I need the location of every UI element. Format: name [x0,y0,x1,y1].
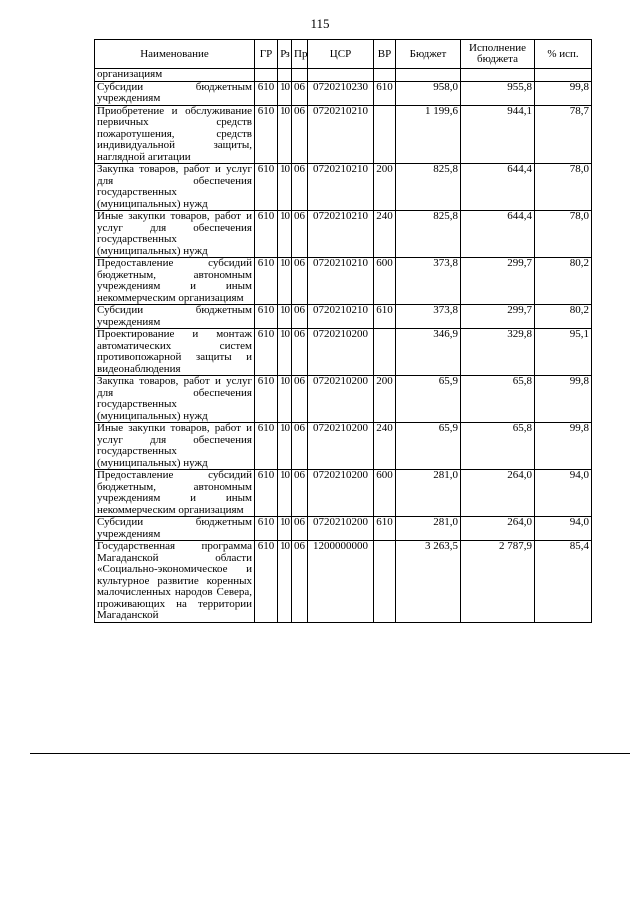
header-execution: Исполнение бюджета [461,40,535,69]
cell-pct: 95,1 [535,329,592,376]
table-row [95,211,592,258]
cell-budget: 825,8 [396,211,461,258]
cell-execution: 944,1 [461,105,535,164]
cell-execution: 644,4 [461,164,535,211]
table-row [95,164,592,211]
cell-gr: 610 [255,305,278,329]
cell-budget: 825,8 [396,164,461,211]
cell-execution: 65,8 [461,376,535,423]
cell-vr: 240 [374,423,396,470]
header-rz: Рз [278,40,292,69]
cell-budget: 3 263,5 [396,541,461,623]
cell-gr: 610 [255,211,278,258]
cell-pr: 06 [292,541,308,623]
cell-pr: 06 [292,470,308,517]
cell-csr: 0720210210 [308,305,374,329]
cell-csr: 1200000000 [308,541,374,623]
cell-execution [461,69,535,82]
cell-budget: 373,8 [396,305,461,329]
cell-name: Предоставление субсидий бюджетным, автономным учреждениям и иным некоммерческим организациям [95,258,255,305]
cell-vr [374,329,396,376]
cell-name: Субсидии бюджетным учреждениям [95,305,255,329]
cell-pct: 80,2 [535,258,592,305]
cell-vr: 600 [374,470,396,517]
table-row [95,258,592,305]
cell-csr: 0720210200 [308,423,374,470]
cell-name: Государственная программа Магаданской области «Социально-экономическое и культурное развитие коренных малочисленных народов Севера, проживающих на территории Магаданской [95,541,255,623]
cell-pct: 94,0 [535,470,592,517]
cell-name: Приобретение и обслуживание первичных средств пожаротушения, средств индивидуальной защиты, наглядной агитации [95,105,255,164]
cell-csr: 0720210230 [308,81,374,105]
cell-name: Иные закупки товаров, работ и услуг для обеспечения государственных (муниципальных) нужд [95,423,255,470]
cell-budget: 346,9 [396,329,461,376]
cell-pct: 99,8 [535,376,592,423]
table-row [95,517,592,541]
cell-vr: 240 [374,211,396,258]
budget-execution-table [94,39,592,623]
cell-pr: 06 [292,258,308,305]
cell-execution: 264,0 [461,470,535,517]
cell-name: Закупка товаров, работ и услуг для обеспечения государственных (муниципальных) нужд [95,164,255,211]
cell-vr [374,105,396,164]
cell-budget: 958,0 [396,81,461,105]
cell-rz: 10 [278,164,292,211]
cell-gr: 610 [255,164,278,211]
cell-pr: 06 [292,376,308,423]
cell-csr: 0720210200 [308,329,374,376]
cell-csr: 0720210210 [308,258,374,305]
cell-vr: 600 [374,258,396,305]
cell-csr: 0720210200 [308,470,374,517]
cell-pr: 06 [292,305,308,329]
cell-vr: 200 [374,376,396,423]
cell-rz: 10 [278,517,292,541]
cell-pr: 06 [292,164,308,211]
cell-pct: 99,8 [535,423,592,470]
cell-execution: 644,4 [461,211,535,258]
cell-rz: 10 [278,423,292,470]
cell-gr: 610 [255,105,278,164]
cell-gr: 610 [255,541,278,623]
header-csr: ЦСР [308,40,374,69]
cell-budget: 65,9 [396,423,461,470]
cell-pct: 94,0 [535,517,592,541]
cell-csr: 0720210210 [308,164,374,211]
cell-name: Субсидии бюджетным учреждениям [95,81,255,105]
cell-execution: 299,7 [461,258,535,305]
cell-name: Предоставление субсидий бюджетным, автономным учреждениям и иным некоммерческим организациям [95,470,255,517]
footer-divider [30,753,630,754]
cell-budget [396,69,461,82]
header-vr: ВР [374,40,396,69]
cell-name: организациям [95,69,255,82]
header-pr: Пр [292,40,308,69]
cell-execution: 2 787,9 [461,541,535,623]
cell-csr: 0720210200 [308,517,374,541]
cell-execution: 299,7 [461,305,535,329]
cell-rz: 10 [278,541,292,623]
cell-budget: 65,9 [396,376,461,423]
cell-vr: 610 [374,81,396,105]
cell-budget: 373,8 [396,258,461,305]
cell-pct [535,69,592,82]
cell-csr: 0720210210 [308,105,374,164]
cell-gr: 610 [255,258,278,305]
cell-pr [292,69,308,82]
cell-pct: 80,2 [535,305,592,329]
cell-name: Субсидии бюджетным учреждениям [95,517,255,541]
cell-vr: 610 [374,305,396,329]
cell-rz: 10 [278,105,292,164]
table-row [95,541,592,623]
page-number: 115 [310,16,330,31]
table-row [95,81,592,105]
cell-pr: 06 [292,329,308,376]
cell-name: Закупка товаров, работ и услуг для обеспечения государственных (муниципальных) нужд [95,376,255,423]
cell-execution: 329,8 [461,329,535,376]
cell-gr [255,69,278,82]
cell-pct: 85,4 [535,541,592,623]
cell-gr: 610 [255,423,278,470]
cell-budget: 281,0 [396,517,461,541]
cell-vr [374,541,396,623]
cell-gr: 610 [255,81,278,105]
cell-rz: 10 [278,258,292,305]
cell-pr: 06 [292,423,308,470]
cell-budget: 1 199,6 [396,105,461,164]
cell-csr [308,69,374,82]
table-row [95,470,592,517]
cell-pct: 78,0 [535,164,592,211]
table-row [95,329,592,376]
cell-gr: 610 [255,329,278,376]
header-pct: % исп. [535,40,592,69]
cell-pr: 06 [292,105,308,164]
table-row [95,69,592,82]
cell-name: Иные закупки товаров, работ и услуг для обеспечения государственных (муниципальных) нужд [95,211,255,258]
cell-rz: 10 [278,81,292,105]
cell-csr: 0720210210 [308,211,374,258]
header-budget: Бюджет [396,40,461,69]
cell-vr: 200 [374,164,396,211]
cell-pr: 06 [292,211,308,258]
cell-pr: 06 [292,81,308,105]
cell-rz: 10 [278,470,292,517]
table-header-row [95,40,592,69]
cell-execution: 65,8 [461,423,535,470]
cell-gr: 610 [255,470,278,517]
header-gr: ГР [255,40,278,69]
cell-gr: 610 [255,517,278,541]
cell-pct: 99,8 [535,81,592,105]
cell-execution: 264,0 [461,517,535,541]
table-row [95,423,592,470]
cell-execution: 955,8 [461,81,535,105]
cell-rz [278,69,292,82]
table-row [95,376,592,423]
cell-budget: 281,0 [396,470,461,517]
cell-name: Проектирование и монтаж автоматических систем противопожарной защиты и видеонаблюдения [95,329,255,376]
cell-vr: 610 [374,517,396,541]
cell-pct: 78,7 [535,105,592,164]
table-row [95,105,592,164]
header-name: Наименование [95,40,255,69]
cell-pr: 06 [292,517,308,541]
cell-rz: 10 [278,376,292,423]
cell-gr: 610 [255,376,278,423]
cell-csr: 0720210200 [308,376,374,423]
cell-rz: 10 [278,329,292,376]
cell-rz: 10 [278,211,292,258]
cell-rz: 10 [278,305,292,329]
cell-pct: 78,0 [535,211,592,258]
cell-vr [374,69,396,82]
table-row [95,305,592,329]
